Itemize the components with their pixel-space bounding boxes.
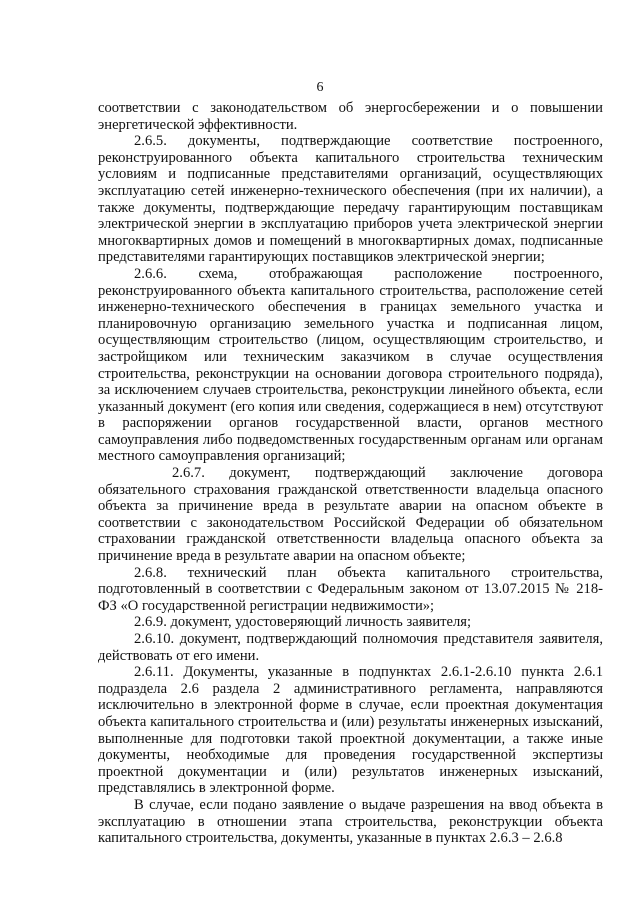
paragraph-2-6-5: 2.6.5. документы, подтверждающие соответствие построенного, реконструированного объекта капитального строительства техническим условиям и подписанные представителями организаций, осуществляющих эксплуатацию сетей инженерно-технического обеспечения (при их наличии), а также документы, подтверждающие передачу гарантирующим поставщикам электрической энергии в эксплуатацию приборов учета электрической энергии многоквартирных домов и помещений в многоквартирных домах, подписанные представителями гарантирующих поставщиков электрической энергии; — [98, 133, 603, 266]
paragraph-2-6-7: 2.6.7. документ, подтверждающий заключение договора обязательного страхования гражданской ответственности владельца опасного объекта за причинение вреда в результате аварии на опасном объекте в соответствии с законодательством Российской Федерации об обязательном страховании гражданской ответственности владельца опасного объекта за причинение вреда в результате аварии на опасном объекте; — [98, 465, 603, 565]
paragraph-2-6-11: 2.6.11. Документы, указанные в подпунктах 2.6.1-2.6.10 пункта 2.6.1 подраздела 2.6 раздела 2 административного регламента, направляются исключительно в электронной форме в случае, если проектная документация объекта капитального строительства и (или) результаты инженерных изысканий, выполненные для подготовки такой проектной документации, а также иные документы, необходимые для проведения государственной экспертизы проектной документации и (или) результатов инженерных изысканий, представлялись в электронной форме. — [98, 664, 603, 797]
paragraph-2-6-9: 2.6.9. документ, удостоверяющий личность заявителя; — [134, 614, 472, 631]
paragraph-continuation: соответствии с законодательством об энергосбережении и о повышении энергетической эффективности. — [98, 100, 603, 133]
page-number: 6 — [316, 80, 324, 95]
paragraph-2-6-8: 2.6.8. технический план объекта капитального строительства, подготовленный в соответствии с Федеральным законом от 13.07.2015 № 218-ФЗ «О государственной регистрации недвижимости»; — [98, 564, 603, 614]
paragraph-2-6-6: 2.6.6. схема, отображающая расположение построенного, реконструированного объекта капитального строительства, расположение сетей инженерно-технического обеспечения в границах земельного участка и планировочную организацию земельного участка и подписанная лицом, осуществляющим строительство (лицом, осуществляющим строительство, и застройщиком или техническим заказчиком в случае осуществления строительства, реконструкции на основании договора строительного подряда), за исключением случаев строительства, реконструкции линейного объекта, если указанный документ (его копия или сведения, содержащиеся в нем) отсутствуют в распоряжении органов государственной власти, органов местного самоуправления либо подведомственных государственным органам или органам местного самоуправления организаций; — [98, 265, 603, 465]
paragraph-2-6-10: 2.6.10. документ, подтверждающий полномочия представителя заявителя, действовать от его имени. — [98, 631, 603, 664]
paragraph-stage-commissioning: В случае, если подано заявление о выдаче разрешения на ввод объекта в эксплуатацию в отношении этапа строительства, реконструкции объекта капитального строительства, документы, указанные в пунктах 2.6.3 – 2.6.8 — [98, 796, 603, 847]
document-body — [98, 100, 603, 847]
